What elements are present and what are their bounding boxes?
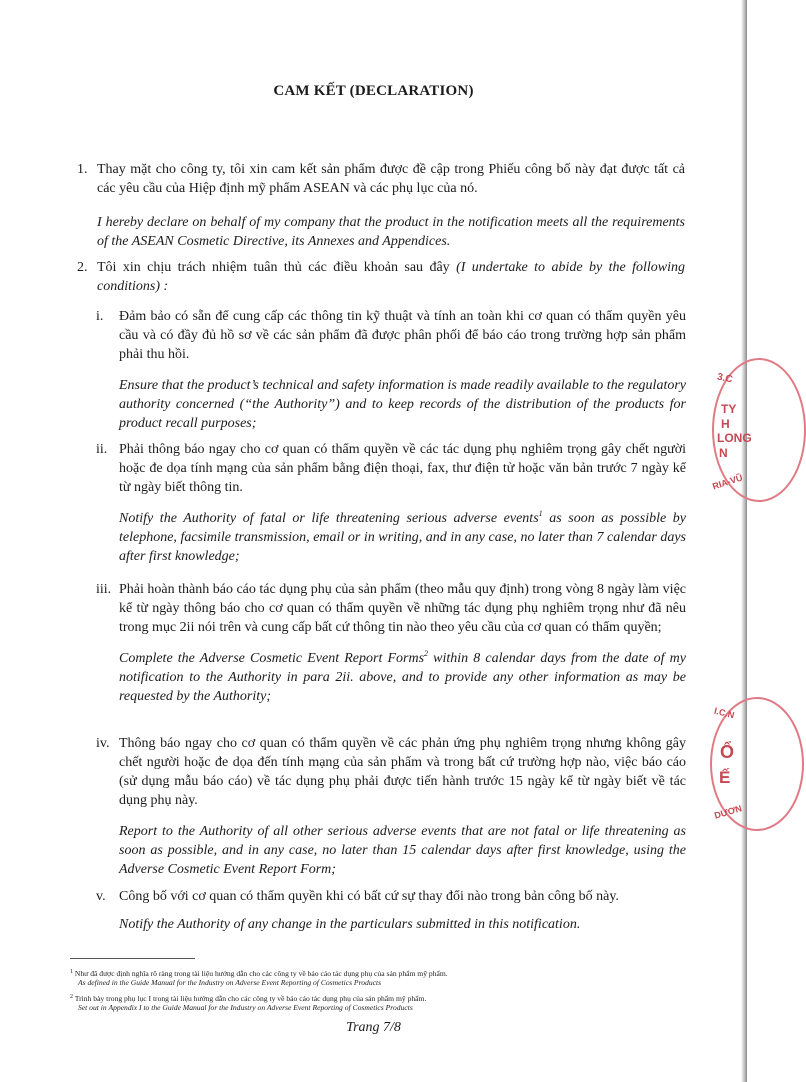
subitem-text-vietnamese: Đảm bảo có sẵn để cung cấp các thông tin kỹ thuật và tính an toàn khi cơ quan có thẩm quyền yêu cầu và có đầy đủ hồ sơ về các sản phẩm đã được phân phối để báo cáo trong trường hợp sản phẩm phải thu hồi.: [119, 309, 686, 362]
stamp-text: Ế: [719, 768, 731, 787]
page-edge-shadow: [741, 0, 747, 1082]
footnote-ref: 2: [424, 649, 429, 658]
stamp-text: N: [719, 446, 728, 460]
subitem-iv: [119, 734, 686, 879]
subitem-number: iii.: [96, 582, 112, 597]
page-number: Trang 7/8: [346, 1020, 401, 1035]
subitem-number: v.: [96, 889, 106, 904]
footnote-1: [70, 969, 710, 987]
subitem-text-vietnamese: Công bố với cơ quan có thẩm quyền khi có bất cứ sự thay đổi nào trong bản công bố này.: [119, 889, 619, 904]
subitem-text-english: Complete the Adverse Cosmetic Event Report Forms$^2$ within 8 calendar days from the date of my notification to the Authority in para 2ii. above, and to provide any other information as may be requested by the Authority;: [119, 649, 686, 704]
item-text-english: I hereby declare on behalf of my company that the product in the notification meets all the requirements of the ASEAN Cosmetic Directive, its Annexes and Appendices.: [97, 215, 685, 249]
subitem-number: i.: [96, 309, 104, 324]
subitem-ii: [119, 440, 686, 566]
stamp-text: H: [721, 417, 730, 431]
subitem-i: [119, 307, 686, 433]
declaration-item-2: [97, 258, 685, 296]
item-text-english: (I undertake to abide by the following conditions) :: [97, 260, 685, 294]
stamp-text: LONG: [717, 431, 752, 445]
subitem-v: [119, 887, 686, 934]
subitem-number: iv.: [96, 736, 110, 751]
subitem-text-vietnamese: Phải thông báo ngay cho cơ quan có thẩm quyền về các tác dụng phụ nghiêm trọng gây chết người hoặc đe dọa tính mạng của sản phẩm bằng điện thoại, fax, thư điện tử hoặc văn bản trước 7 ngày kể từ ngày biết thông tin.: [119, 442, 686, 495]
footnote-text-vietnamese: Như đã được định nghĩa rõ ràng trong tài liệu hướng dẫn cho các công ty về báo cáo tác dụng phụ của sản phẩm mỹ phẩm.: [74, 969, 448, 978]
item-number: 1.: [77, 162, 88, 177]
subitem-text-vietnamese: Phải hoàn thành báo cáo tác dụng phụ của sản phẩm (theo mẫu quy định) trong vòng 8 ngày làm việc kể từ ngày thông báo cho cơ quan có thẩm quyền về những tác dụng phụ nghiêm trọng như đã nêu trong mục 2ii nói trên và cung cấp bất cứ thông tin nào theo yêu cầu của cơ quan có thẩm quyền;: [119, 582, 686, 635]
stamp-text: TY: [721, 402, 737, 416]
item-text-vietnamese: Tôi xin chịu trách nhiệm tuân thủ các điều khoản sau đây: [97, 260, 450, 275]
footnote-marker: 2: [70, 994, 73, 1000]
stamp-text: RIA-VŨ: [711, 472, 744, 492]
footnote-text-vietnamese: Trình bày trong phụ lục I trong tài liệu hướng dẫn cho các công ty về báo cáo tác dụng phụ của sản phẩm mỹ phẩm.: [74, 994, 427, 1003]
subitem-text-vietnamese: Thông báo ngay cho cơ quan có thẩm quyền về các phản ứng phụ nghiêm trọng nhưng không gây chết người hoặc đe dọa đến tính mạng của sản phẩm và trong bất cứ trường hợp nào, việc báo cáo (sử dụng mẫu báo cáo) về tác dụng phụ phải được tiến hành trước 15 ngày kể từ ngày biết về tác dụng phụ này.: [119, 736, 686, 808]
stamp-text: Ổ: [720, 742, 735, 762]
subitem-text-english: Notify the Authority of fatal or life threatening serious adverse events$^1$ as soon as possible by telephone, facsimile transmission, email or in writing, and in any case, no later than 7 calendar days after first knowledge;: [119, 509, 686, 564]
item-text-vietnamese: Thay mặt cho công ty, tôi xin cam kết sản phẩm được đề cập trong Phiếu công bố này đạt được tất cả các yêu cầu của Hiệp định mỹ phẩm ASEAN và các phụ lục của nó.: [97, 162, 685, 196]
footnote-text-english: As defined in the Guide Manual for the Industry on Adverse Event Reporting of Cosmetics Products: [78, 978, 382, 987]
footnote-separator: [70, 958, 195, 959]
subitem-number: ii.: [96, 442, 108, 457]
footnote-text-english: Set out in Appendix I to the Guide Manual for the Industry on Adverse Event Reporting of Cosmetics Products: [78, 1003, 413, 1012]
subitem-text-english: Report to the Authority of all other serious adverse events that are not fatal or life threatening as soon as possible, and in any case, no later than 15 calendar days after first knowledge, using the Adverse Cosmetic Event Report Form;: [119, 824, 686, 877]
subitem-iii: [119, 580, 686, 706]
footnote-2: [70, 994, 710, 1012]
page-title: CAM KẾT (DECLARATION): [273, 83, 474, 99]
footnote-ref: 1: [538, 509, 543, 518]
stamp-text: I.C.N: [713, 705, 736, 721]
stamp-text: DƯƠN: [713, 803, 743, 821]
footnote-marker: 1: [70, 969, 73, 975]
subitem-text-english: Notify the Authority of any change in the particulars submitted in this notification.: [119, 917, 581, 932]
declaration-item-1: [97, 160, 685, 251]
stamp-text: 3.C: [716, 371, 734, 386]
subitem-text-english: Ensure that the product’s technical and safety information is made readily available to the regulatory authority concerned (“the Authority”) and to keep records of the distribution of the products for product recall purposes;: [119, 378, 686, 431]
item-number: 2.: [77, 260, 88, 275]
